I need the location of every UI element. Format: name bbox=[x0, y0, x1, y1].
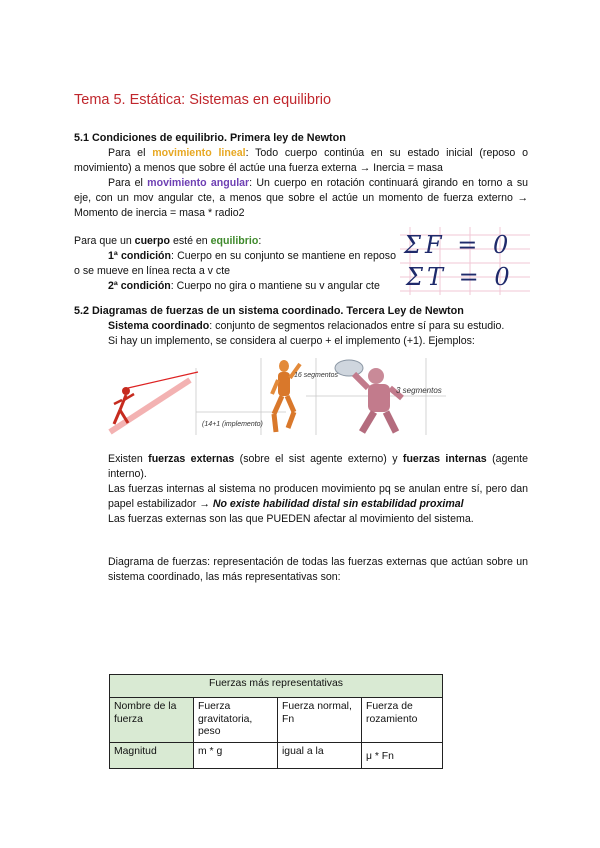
paragraph-angular-motion bbox=[74, 176, 528, 221]
text: esté en bbox=[170, 235, 211, 247]
condition-1 bbox=[74, 249, 396, 279]
condition-2 bbox=[74, 279, 404, 294]
table-cell: μ * Fn bbox=[362, 742, 443, 768]
definition-line-2: Si hay un implemento, se considera al cuerpo + el implemento (+1). Ejemplos: bbox=[108, 335, 475, 347]
term-cuerpo: cuerpo bbox=[134, 235, 170, 247]
definition-sistema-coordinado bbox=[108, 319, 538, 334]
table-cell-row-label: Magnitud bbox=[110, 742, 194, 768]
table-cell: m * g bbox=[194, 742, 278, 768]
paragraph-equilibrium-intro bbox=[74, 234, 404, 249]
annotation-implemento: (14+1 (implemento) bbox=[202, 421, 263, 428]
formula-sum-torques: ΣT = 0 bbox=[406, 263, 514, 291]
page-title: Tema 5. Estática: Sistemas en equilibrio bbox=[74, 92, 332, 108]
term-equilibrio: equilibrio bbox=[210, 235, 259, 247]
formula-sum-forces: ΣF = 0 bbox=[404, 231, 513, 259]
section-heading-5-1: 5.1 Condiciones de equilibrio. Primera ley de Newton bbox=[74, 132, 346, 144]
forces-table bbox=[109, 674, 443, 769]
text: : Todo cuerpo continúa en su estado inicial (reposo o movimiento) a menos que sobre él actúe una fuerza externa → Inercia = masa bbox=[74, 147, 528, 174]
paragraph-external-forces: Las fuerzas externas son las que PUEDEN afectar al movimiento del sistema. bbox=[108, 513, 474, 525]
text: Existen bbox=[108, 453, 149, 465]
paragraph-force-diagram: Diagrama de fuerzas: representación de todas las fuerzas externas que actúan sobre un sistema coordinado, las más representativas son: bbox=[108, 556, 528, 583]
table-cell: Fuerza normal, Fn bbox=[278, 698, 362, 743]
text: : Un cuerpo en rotación continuará girando en torno a su eje, con un mov angular cte, a menos que sobre el actúe un momento de fuerza externo → Momento de inercia = masa * radio2 bbox=[74, 177, 529, 219]
text: (sobre el sist agente externo) y bbox=[234, 453, 403, 465]
examples-figure-drawing bbox=[106, 358, 446, 435]
term-movimiento-angular: movimiento angular bbox=[147, 177, 250, 189]
condition-1-label: 1ª condición bbox=[108, 250, 172, 262]
javelin-athlete-drawing bbox=[110, 372, 198, 432]
paragraph-external-internal bbox=[108, 452, 528, 482]
condition-1-text: : Cuerpo en su conjunto se mantiene en reposo o se mueve en línea recta a v cte bbox=[74, 250, 396, 277]
definition-text: : conjunto de segmentos relacionados entre sí para su estudio. bbox=[209, 320, 505, 332]
text: Las fuerzas internas al sistema no producen movimiento pq se anulan entre sí, pero dan papel estabilizador → bbox=[108, 483, 528, 510]
examples-figure bbox=[106, 358, 446, 435]
table-caption: Fuerzas más representativas bbox=[110, 675, 443, 698]
text: : bbox=[258, 235, 262, 247]
annotation-3-segmentos: 3 segmentos bbox=[396, 386, 442, 395]
table-cell: igual a la bbox=[278, 742, 362, 768]
condition-2-text: : Cuerpo no gira o mantiene su v angular cte bbox=[170, 280, 380, 292]
term-movimiento-lineal: movimiento lineal bbox=[152, 147, 246, 159]
term-fuerzas-externas: fuerzas externas bbox=[148, 453, 235, 465]
definition-label: Sistema coordinado bbox=[108, 320, 210, 332]
paragraph-internal-forces bbox=[108, 482, 528, 512]
condition-2-label: 2ª condición bbox=[108, 280, 171, 292]
term-fuerzas-internas: fuerzas internas bbox=[402, 453, 487, 465]
text: Para el bbox=[108, 147, 153, 159]
table-cell: Fuerza gravitatoria, peso bbox=[194, 698, 278, 743]
formulas-image bbox=[400, 227, 530, 295]
annotation-16-segmentos: 16 segmentos bbox=[294, 372, 338, 379]
paragraph-linear-motion bbox=[74, 146, 528, 176]
table-row bbox=[110, 698, 443, 743]
section-heading-5-2: 5.2 Diagramas de fuerzas de un sistema coordinado. Tercera Ley de Newton bbox=[74, 305, 464, 317]
key-statement: No existe habilidad distal sin estabilidad proximal bbox=[212, 498, 464, 510]
text: Para que un bbox=[74, 235, 135, 247]
text: Para el bbox=[108, 177, 148, 189]
table-cell-row-label: Nombre de la fuerza bbox=[110, 698, 194, 743]
table-row bbox=[110, 742, 443, 768]
table-cell: Fuerza de rozamiento bbox=[362, 698, 443, 743]
text: (agente interno). bbox=[108, 453, 529, 480]
mannequin-drawing bbox=[272, 360, 300, 432]
table-header-row bbox=[110, 675, 443, 698]
